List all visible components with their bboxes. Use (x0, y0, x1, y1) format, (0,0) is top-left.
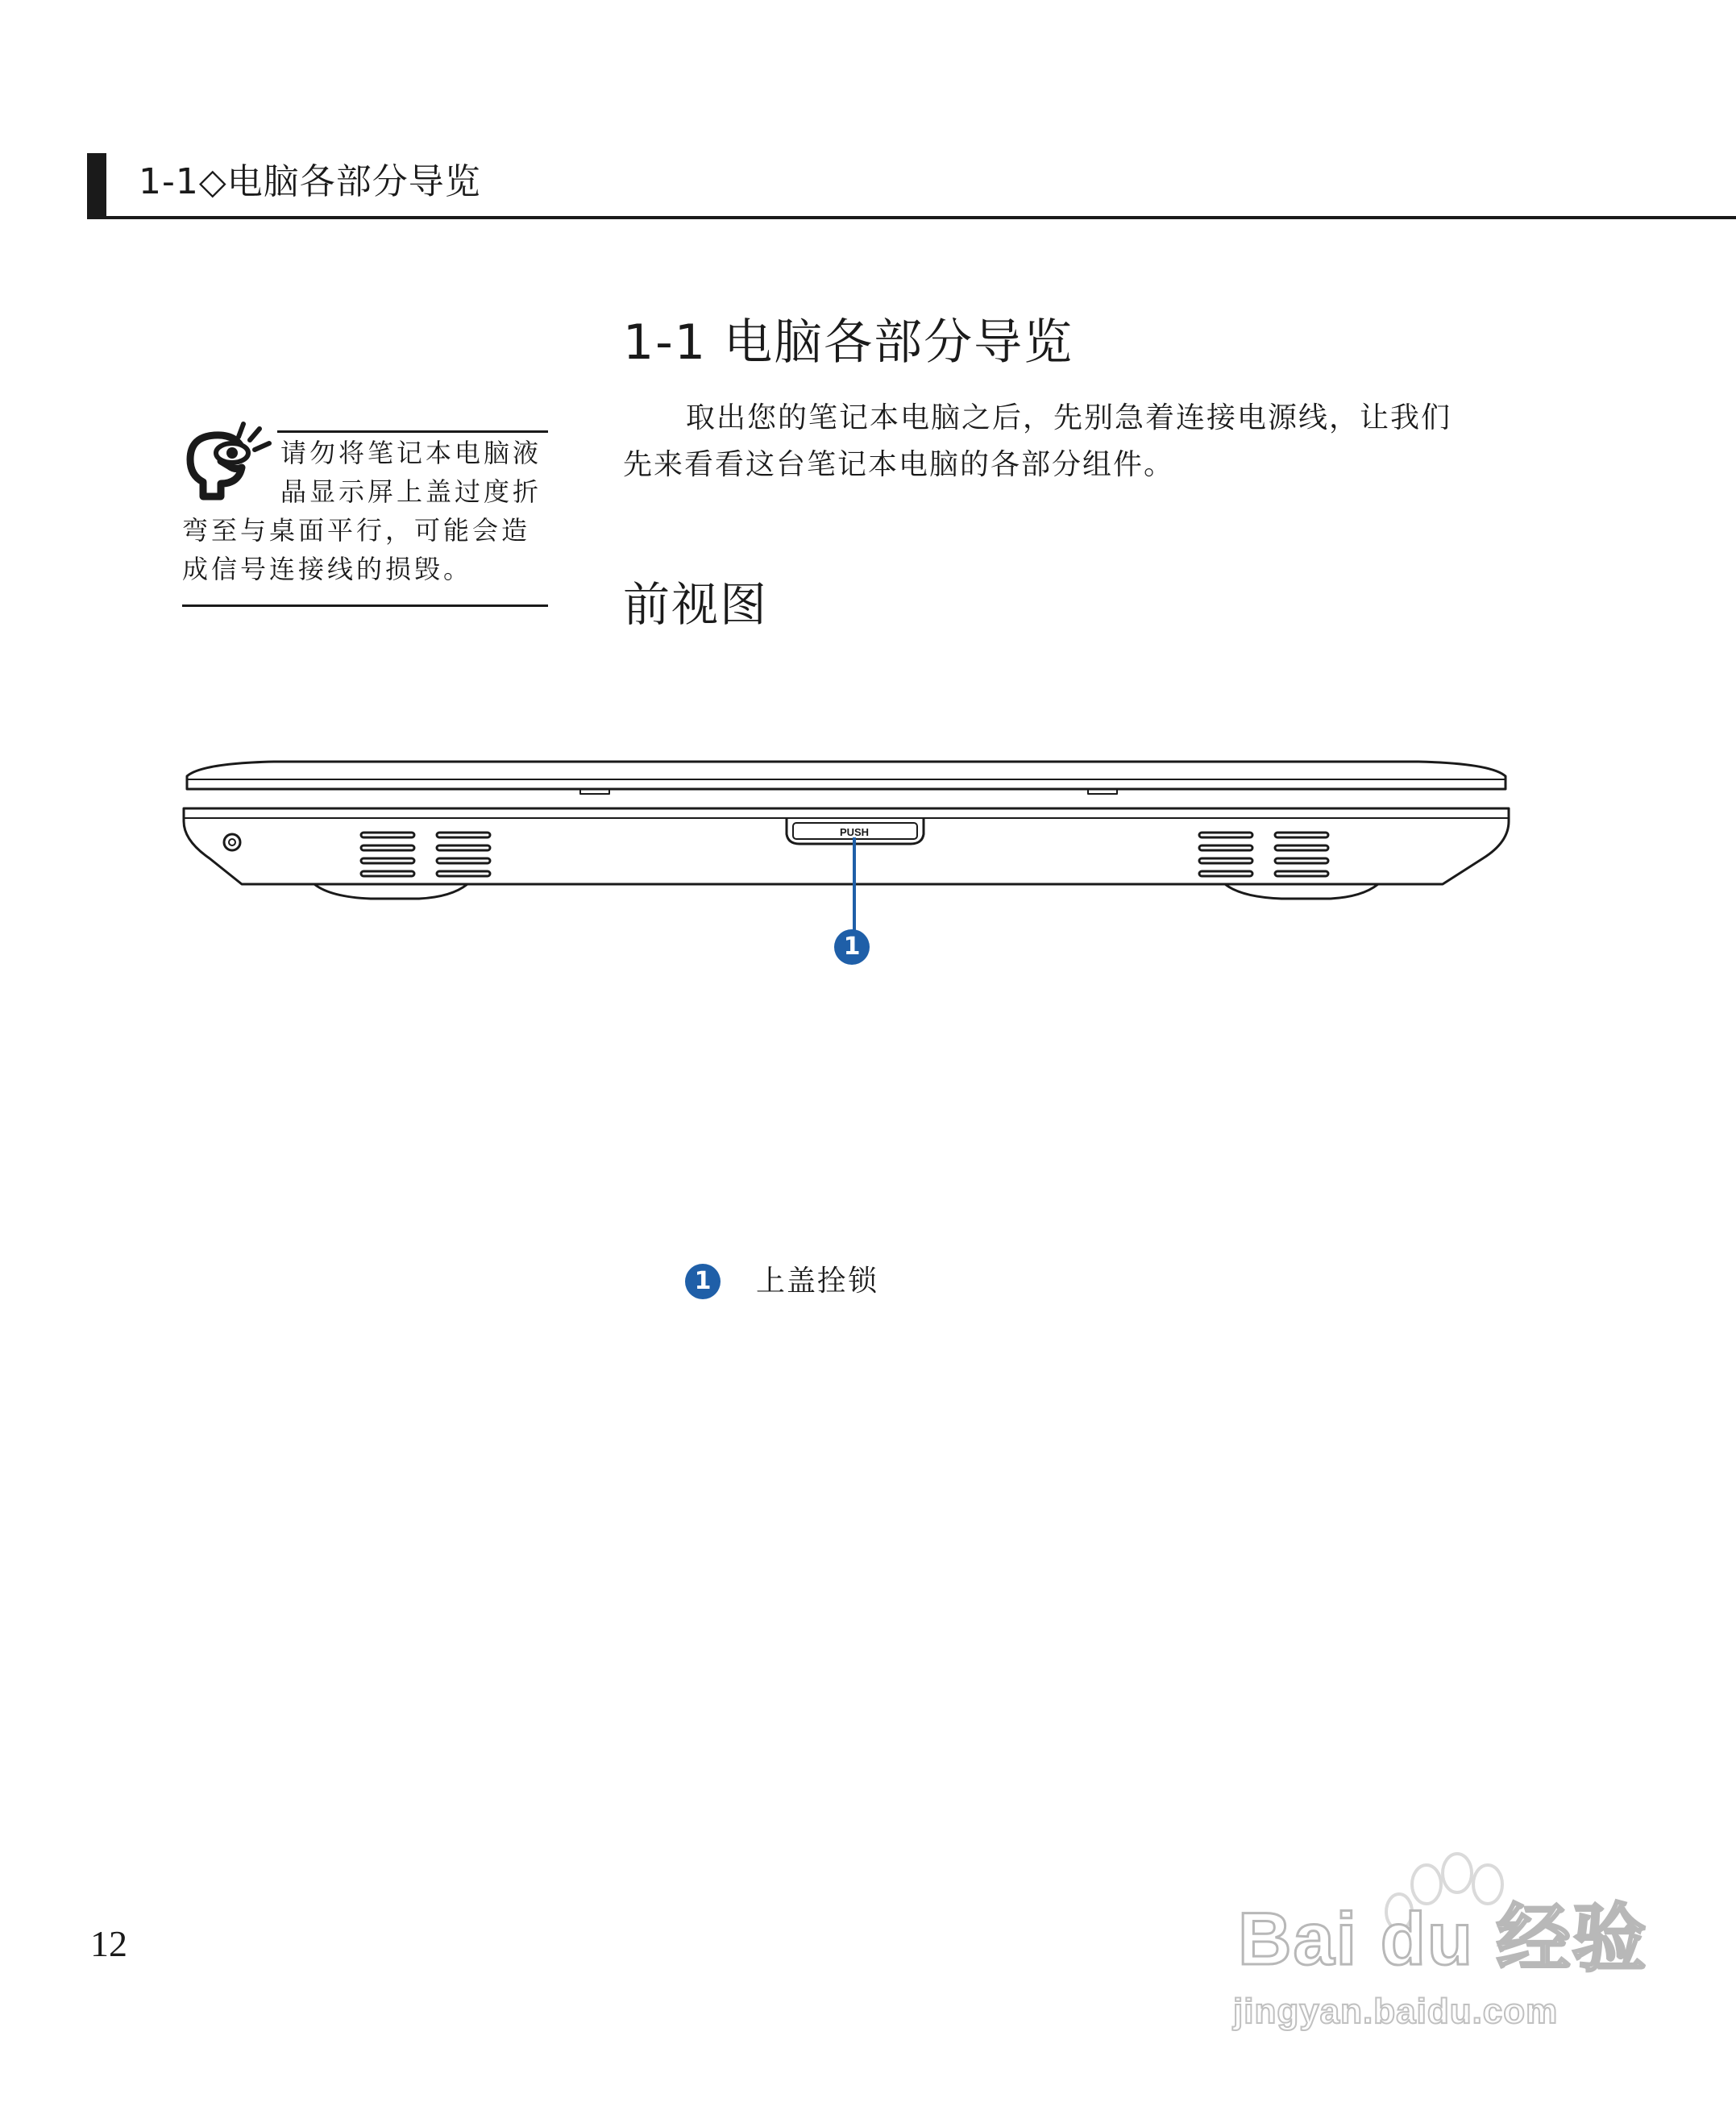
intro-paragraph (623, 395, 1526, 488)
section-title: 1-1 电脑各部分导览 (623, 314, 1074, 371)
laptop-foot (1225, 884, 1378, 899)
intro-line: 取出您的笔记本电脑之后，先别急着连接电源线，让我们 (686, 401, 1452, 434)
note-line: 成信号连接线的损毁。 (182, 554, 473, 584)
note-bottom-rule (182, 604, 548, 607)
note-line: 弯至与桌面平行，可能会造 (182, 515, 531, 546)
note-line: 请勿将笔记本电脑液 (280, 438, 542, 468)
intro-line: 先来看看这台笔记本电脑的各部分组件。 (623, 448, 1175, 481)
laptop-foot (314, 884, 467, 899)
page-number: 12 (90, 1923, 127, 1964)
running-header-title: 1-1◇电脑各部分导览 (139, 161, 481, 202)
audio-jack (224, 834, 240, 850)
lid-bumper (1088, 789, 1117, 794)
side-note (182, 434, 551, 588)
note-line: 晶显示屏上盖过度折 (280, 476, 542, 507)
lid-bumper (580, 789, 609, 794)
header-rule (87, 216, 1736, 219)
latch-label: PUSH (839, 826, 870, 838)
watermark-url: jingyan.baidu.com (1233, 1992, 1559, 2031)
header-marker-bar (87, 153, 106, 219)
watermark-brand: Bai du 经验 (1238, 1898, 1648, 1980)
callout-marker: 1 (834, 929, 870, 965)
subsection-title: 前视图 (623, 577, 769, 632)
right-speaker-grill (1199, 833, 1328, 876)
legend-label: 上盖拴锁 (756, 1265, 879, 1298)
laptop-lid (187, 762, 1506, 789)
left-speaker-grill (361, 833, 490, 876)
note-top-rule (277, 430, 548, 433)
legend-marker: 1 (685, 1264, 721, 1299)
